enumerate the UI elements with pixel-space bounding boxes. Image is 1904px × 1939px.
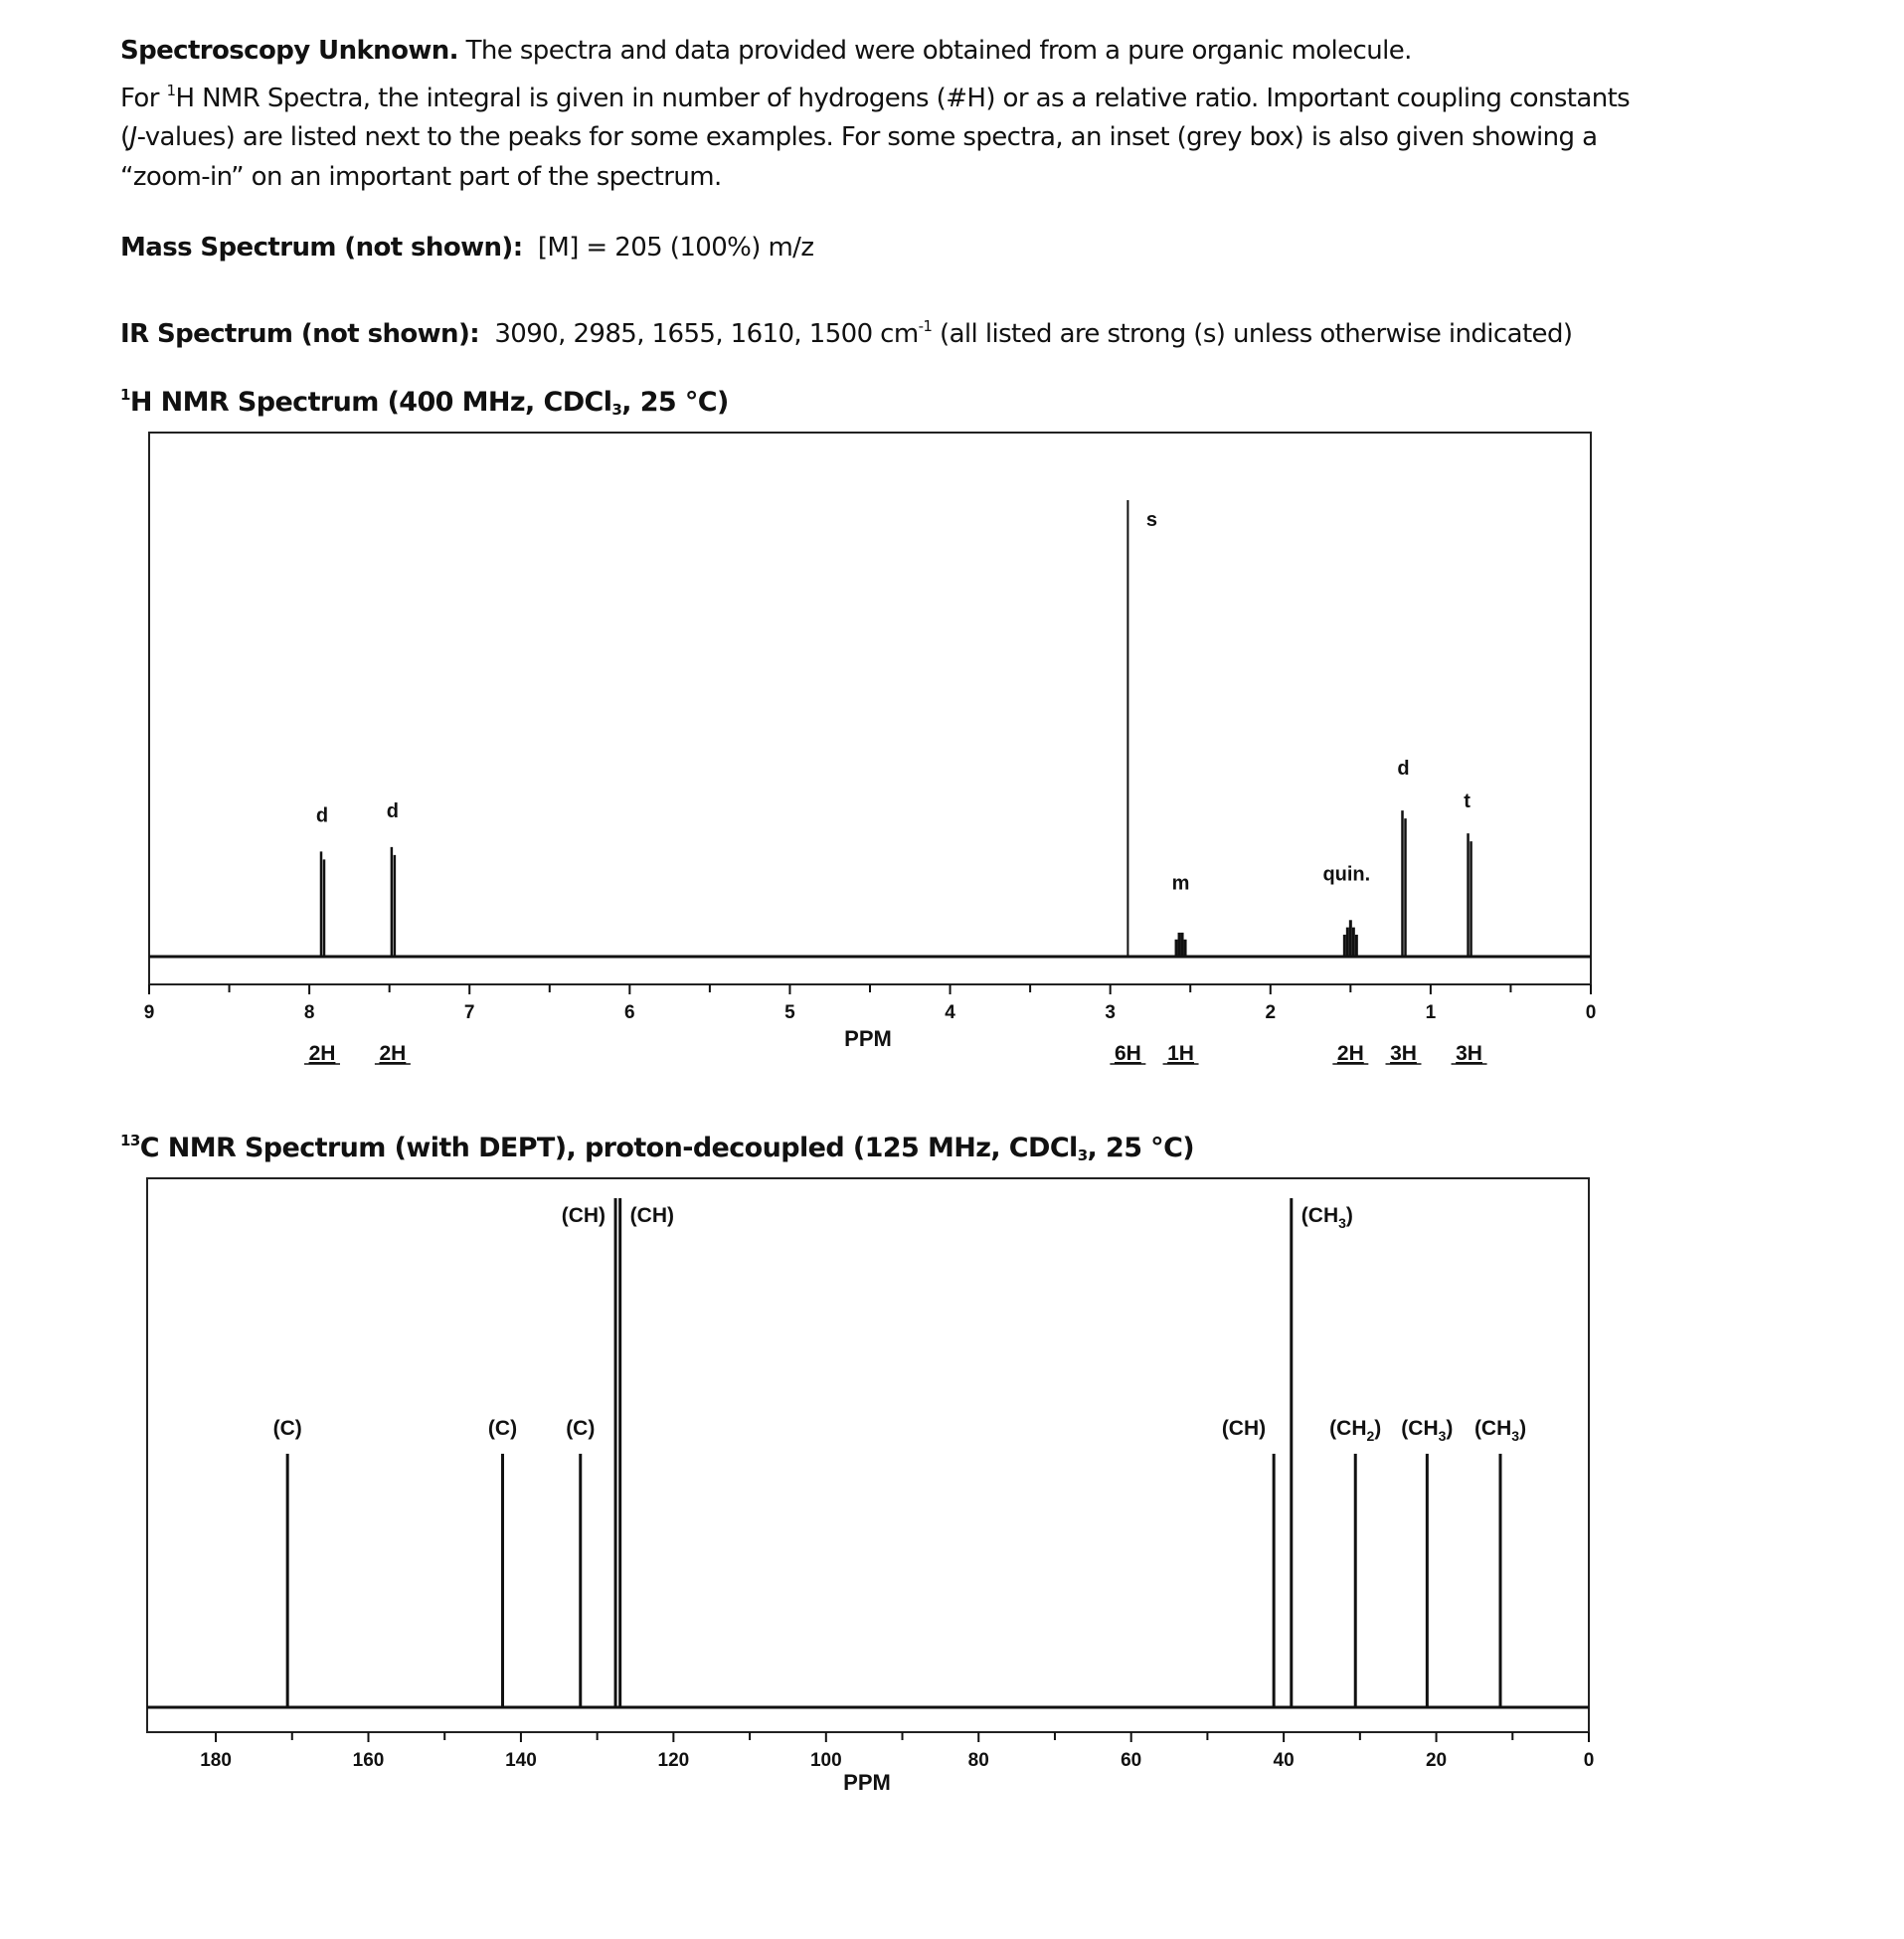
- cnmr-tick-label: 80: [967, 1750, 989, 1771]
- hnmr-peak-integral: 2H: [379, 1042, 407, 1065]
- hnmr-tick-label: 0: [1585, 1002, 1597, 1023]
- hnmr-peak-integral: 3H: [1390, 1042, 1417, 1065]
- hnmr-peak-mult: t: [1464, 791, 1471, 813]
- cnmr-heading-sup: 13: [120, 1132, 140, 1149]
- hnmr-tick-label: 5: [784, 1002, 795, 1023]
- cnmr-xlabel: PPM: [843, 1770, 891, 1795]
- cnmr-peak-label: (C): [566, 1417, 596, 1440]
- ir-value: 3090, 2985, 1655, 1610, 1500 cm: [479, 319, 919, 349]
- cnmr-heading-sub: 3: [1077, 1146, 1088, 1164]
- cnmr-heading-text: C NMR Spectrum (with DEPT), proton-decoupled (125 MHz, CDCl: [139, 1133, 1078, 1163]
- intro-line-2-text: H NMR Spectra, the integral is given in number of hydrogens (#H) or as a relative ratio. Important coupling constants: [175, 83, 1631, 113]
- intro-line-3-open: (: [120, 122, 130, 152]
- hnmr-tick-label: 9: [143, 1002, 155, 1023]
- cnmr-plot: [147, 1198, 1594, 1795]
- hnmr-tick-label: 8: [303, 1002, 315, 1023]
- hnmr-peak-mult: quin.: [1322, 863, 1371, 886]
- hnmr-tick-label: 6: [624, 1002, 635, 1023]
- intro-line-2-pre: For: [120, 83, 167, 113]
- hnmr-peak-integral: 2H: [1336, 1042, 1364, 1065]
- hnmr-heading-text: H NMR Spectrum (400 MHz, CDCl: [129, 387, 612, 418]
- hnmr-xlabel: PPM: [844, 1026, 892, 1051]
- ir-value-sup: -1: [918, 317, 933, 335]
- cnmr-peak-label: (C): [487, 1417, 518, 1440]
- intro-title: Spectroscopy Unknown.: [120, 36, 458, 66]
- mass-label: Mass Spectrum (not shown):: [120, 233, 523, 263]
- hnmr-plot: [144, 500, 1597, 1065]
- cnmr-tick-label: 140: [505, 1750, 537, 1771]
- intro-line-3-text: -values) are listed next to the peaks for some examples. For some spectra, an inset (grey box) is also given showing a: [136, 122, 1598, 152]
- cnmr-tick-label: 60: [1121, 1750, 1142, 1771]
- hnmr-peak-mult: s: [1145, 509, 1157, 531]
- hnmr-peak-integral: 3H: [1456, 1042, 1482, 1065]
- hnmr-peak-integral: 2H: [308, 1042, 336, 1065]
- cnmr-tick-label: 20: [1425, 1750, 1448, 1771]
- cnmr-frame: [147, 1178, 1589, 1732]
- cnmr-peak-label: (CH): [561, 1204, 606, 1227]
- cnmr-tick-label: 100: [809, 1750, 842, 1771]
- cnmr-tick-label: 180: [200, 1750, 232, 1771]
- cnmr-tick-label: 40: [1273, 1750, 1295, 1771]
- hnmr-peak-integral: 6H: [1114, 1042, 1141, 1065]
- ir-value-post: (all listed are strong (s) unless otherwise indicated): [932, 319, 1573, 349]
- cnmr-peak-label: $(CH_3)$: [1300, 1204, 1353, 1231]
- cnmr-peak-label: (C): [272, 1417, 302, 1440]
- cnmr-tick-label: 120: [657, 1750, 690, 1771]
- hnmr-heading-tail: , 25 °C): [621, 387, 729, 418]
- cnmr-peak-label: (CH): [1221, 1417, 1267, 1440]
- hnmr-peak-mult: d: [1397, 758, 1410, 781]
- hnmr-heading-sup: 1: [120, 386, 130, 404]
- intro-line-1-text: The spectra and data provided were obtained from a pure organic molecule.: [457, 36, 1412, 66]
- hnmr-heading-sub: 3: [611, 401, 622, 419]
- hnmr-tick-label: 1: [1425, 1002, 1437, 1023]
- hnmr-peak-integral: 1H: [1167, 1042, 1194, 1065]
- cnmr-tick-label: 160: [352, 1750, 385, 1771]
- hnmr-peak-mult: m: [1171, 872, 1190, 895]
- cnmr-peak-label: (CH): [629, 1204, 674, 1227]
- intro-line-2-sup: 1: [166, 81, 176, 99]
- cnmr-peak-label: $(CH_3)$: [1401, 1417, 1454, 1444]
- hnmr-peak-mult: d: [386, 799, 399, 822]
- mass-value: [M] = 205 (100%) m/z: [522, 233, 814, 263]
- hnmr-frame: [149, 433, 1591, 984]
- cnmr-heading-tail: , 25 °C): [1087, 1133, 1195, 1163]
- hnmr-peak-mult: d: [315, 804, 329, 827]
- intro-line-3-j: J: [129, 122, 137, 152]
- cnmr-peak-label: $(CH_3)$: [1473, 1417, 1527, 1444]
- cnmr-tick-label: 0: [1583, 1750, 1595, 1771]
- hnmr-tick-label: 7: [463, 1002, 475, 1023]
- cnmr-peak-label: $(CH_2)$: [1329, 1417, 1382, 1444]
- hnmr-tick-label: 2: [1265, 1002, 1277, 1023]
- intro-line-4: “zoom-in” on an important part of the spectrum.: [120, 161, 722, 192]
- hnmr-tick-label: 4: [945, 1002, 955, 1023]
- hnmr-tick-label: 3: [1105, 1002, 1116, 1023]
- ir-label: IR Spectrum (not shown):: [120, 319, 480, 349]
